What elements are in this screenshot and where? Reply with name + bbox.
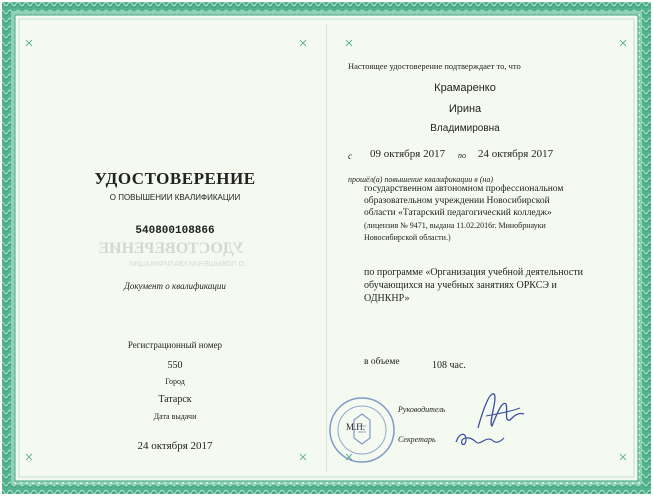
institution-line: образовательном учреждении Новосибирской (364, 196, 550, 206)
recipient-name: Ирина (448, 103, 482, 115)
city-value: Татарск (158, 394, 192, 405)
secretary-label: Секретарь (398, 435, 436, 444)
volume-label: в объеме (364, 357, 400, 367)
certificate-title: УДОСТОВЕРЕНИЕ (94, 169, 256, 188)
program-line: ОДНКНР» (364, 293, 410, 304)
to-label: по (458, 151, 466, 160)
program-line: по программе «Организация учебной деятельности (364, 267, 583, 278)
volume-value: 108 час. (432, 360, 466, 371)
intro-text: Настоящее удостоверение подтверждает то, что (348, 61, 521, 71)
ghost-imprint (84, 240, 244, 280)
from-label: с (348, 151, 352, 161)
institution-line: государственном автономном профессиональном (364, 184, 564, 194)
ghost-title: УДОСТОВЕРЕНИЕ (98, 240, 244, 257)
passed-label: прошёл(а) повышение квалификации в (на) (348, 175, 494, 184)
issue-date-label: Дата выдачи (153, 412, 197, 421)
license-line: Новосибирской области.) (364, 233, 451, 242)
date-to: 24 октября 2017 (478, 148, 554, 160)
certificate-subtitle: О ПОВЫШЕНИИ КВАЛИФИКАЦИИ (109, 193, 241, 202)
serial-number: 540800108866 (135, 225, 215, 237)
stamp-label: М.П. (346, 422, 366, 432)
ghost-subtitle: О ПОВЫШЕНИИ КВАЛИФИКАЦИИ (129, 261, 244, 268)
recipient-patronymic: Владимировна (430, 123, 500, 134)
issue-date: 24 октября 2017 (137, 440, 213, 452)
document-type: Документ о квалификации (124, 281, 226, 291)
date-from: 09 октября 2017 (370, 148, 446, 160)
license-line: (лицензия № 9471, выдана 11.02.2016г. Минобрнауки (364, 221, 546, 230)
head-label: Руководитель (398, 405, 446, 414)
institution-line: области «Татарский педагогический колледж» (364, 208, 552, 218)
program-line: обучающихся на учебных занятиях ОРКСЭ и (364, 280, 557, 291)
registration-label: Регистрационный номер (127, 340, 223, 350)
registration-number: 550 (167, 360, 183, 371)
secretary-signature (452, 428, 508, 450)
city-label: Город (165, 377, 185, 386)
recipient-surname: Крамаренко (434, 82, 496, 94)
